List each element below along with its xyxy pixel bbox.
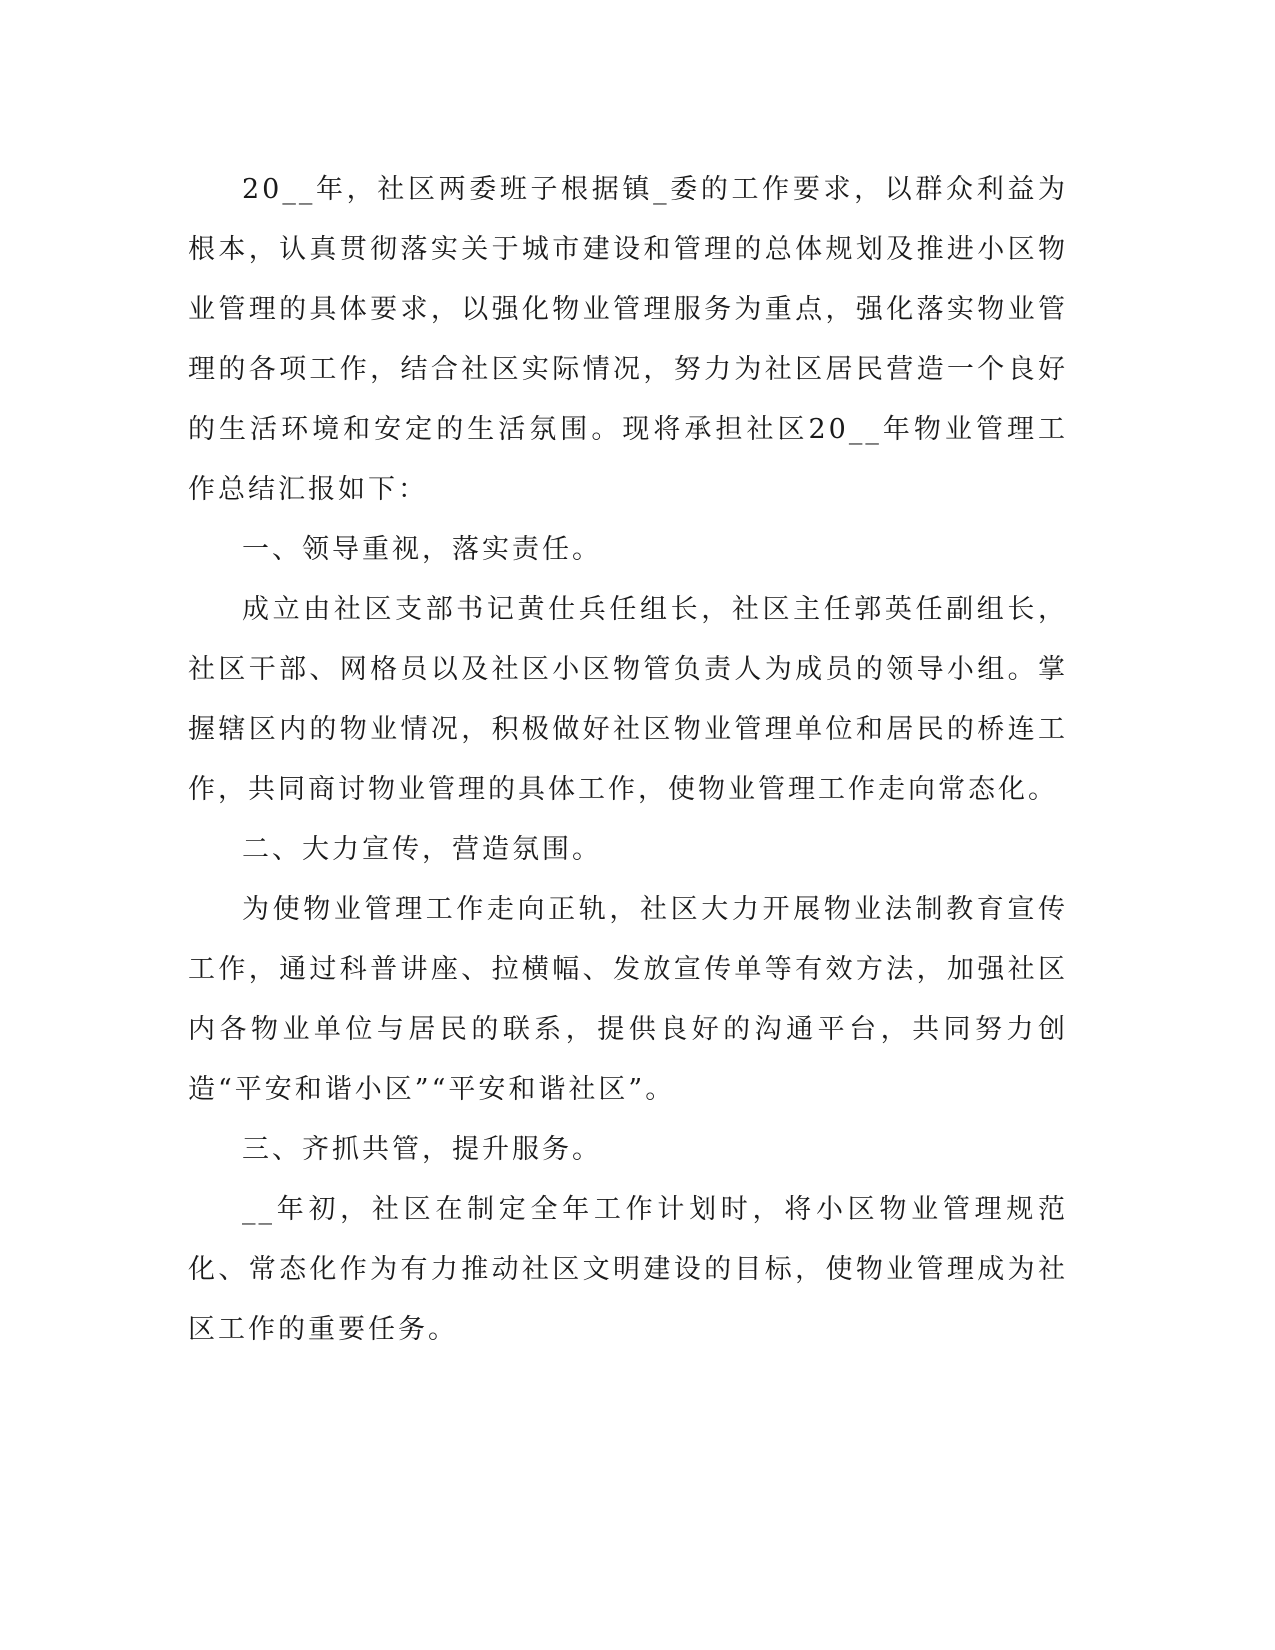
section-heading-2: 二、大力宣传，营造氛围。 <box>242 834 602 865</box>
section-body-2: 为使物业管理工作走向正轨，社区大力开展物业法制教育宣传工作，通过科普讲座、拉横幅、发放宣传单等有效方法，加强社区内各物业单位与居民的联系，提供良好的沟通平台，共同努力创造“平安和谐小区”“平安和谐社区”。 <box>188 894 1068 1105</box>
section-body-1: 成立由社区支部书记黄仕兵任组长，社区主任郭英任副组长，社区干部、网格员以及社区小区物管负责人为成员的领导小组。掌握辖区内的物业情况，积极做好社区物业管理单位和居民的桥连工作，共同商讨物业管理的具体工作，使物业管理工作走向常态化。 <box>188 594 1068 805</box>
intro-paragraph: 20__年，社区两委班子根据镇_委的工作要求，以群众利益为根本，认真贯彻落实关于城市建设和管理的总体规划及推进小区物业管理的具体要求，以强化物业管理服务为重点，强化落实物业管理的各项工作，结合社区实际情况，努力为社区居民营造一个良好的生活环境和安定的生活氛围。现将承担社区20__年物业管理工作总结汇报如下： <box>188 174 1068 505</box>
section-body-3: __年初，社区在制定全年工作计划时，将小区物业管理规范化、常态化作为有力推动社区文明建设的目标，使物业管理成为社区工作的重要任务。 <box>188 1194 1068 1345</box>
document-body <box>188 160 1068 1360</box>
section-heading-1: 一、领导重视，落实责任。 <box>242 534 602 565</box>
section-heading-3: 三、齐抓共管，提升服务。 <box>242 1134 602 1165</box>
